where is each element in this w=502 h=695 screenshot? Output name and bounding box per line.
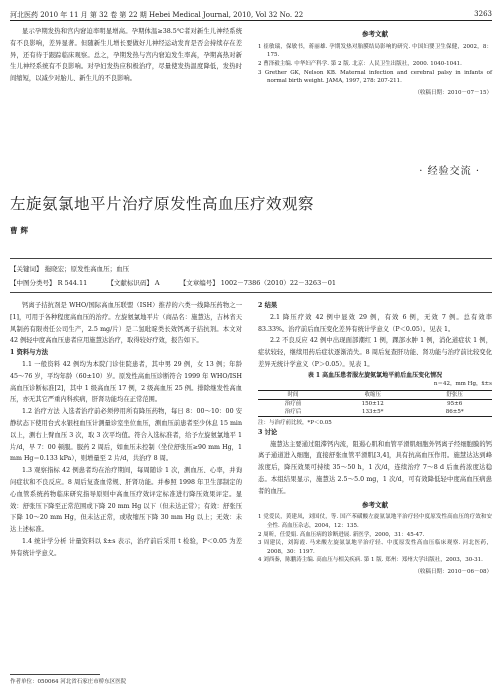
table-header-cell: 时间 bbox=[287, 391, 299, 398]
intro-paragraph: 钙离子拮抗剂是 WHO/国际高血压联盟（ISH）推荐的六类一线降压药物之一[1]，可用于各种程度高血压的治疗。左旋氨氯地平片（商品名：施慧达，吉林省天风制药有限责任公司生产，2.5 mg/片）是二氢吡啶类长效钙离子拮抗剂。本文对 42 例轻中度高血压患者应用施慧达治疗，取得较好疗效，报告如下。 bbox=[10, 302, 242, 345]
running-header bbox=[10, 8, 492, 20]
prev-article-paragraph: 显示孕期发热和宫内窘迫率明显增高。孕期体温≥38.5℃者对新生儿神经系统有不良影响，差异显著。但随新生儿增长要做好儿神经运动发育是否会持续存在差异，还有待于跟踪临床观察。总之，孕期发热与宫内窘迫发生率高，孕期高热对新生儿神经系统有不良影响。对孕妇发热应积极治疗，尽量使发热温度降低，发热时间缩短，以减少对胎儿、新生儿的不良影响。 bbox=[10, 28, 242, 83]
received-date: （收稿日期：2010－07－15） bbox=[414, 89, 492, 96]
table-cell: 95±6 bbox=[447, 400, 463, 407]
reference-list bbox=[258, 513, 492, 565]
references-heading: 参考文献 bbox=[362, 30, 388, 38]
treatment-paragraph: 1.2 治疗方法 入选者治疗前必须停用所有降压药物，每日 8：00～10：00 安静状态下使用台式水银柱血压计测量诊室坐位血压，测血压前患者至少休息 15 min 以上，测右上臂血压 3 次，取 3 次平均值。符合入选标准者，给予左旋氨氯地平 1 片/d，早 7：00 顿服。服药 2 周后，如血压未控制（坐位舒张压≥90 mm Hg，1 mm Hg＝0.133 kPa），则增量至 2 片/d，共治疗 8 周。 bbox=[10, 408, 242, 463]
page-number: 3263 bbox=[474, 10, 492, 18]
general-data-paragraph: 1.1 一般资料 42 例均为本院门诊住院患者，其中男 29 例，女 13 例；年龄 45～76 岁，平均年龄（60±10）岁。原发性高血压诊断符合 1999 年 WHO/ISH 高血压诊断标准[2]，其中 1 级高血压 17 例，2 级高血压 25 例。排除继发性高血压，亦无其它严重内科疾病，肝肾功能均在正常范围。 bbox=[10, 360, 242, 404]
reference-item: 1 崔敏瑞，保敏书，蒋丽雄. 孕期发热对胎膜结局影响的研究. 中国妇婴卫生保健，2002，8：175. bbox=[258, 43, 492, 59]
table-header-cell: 收缩压 bbox=[364, 391, 381, 398]
adverse-reactions-paragraph: 2.2 不良反应 42 例中出现面部潮红 1 例，踝部水肿 1 例，消化道症状 1 例，症状较轻，继续用药后症状逐渐消失。8 周后复查肝功能、肾功能与治疗前比较变化差异无统计学意义（P＞0.05）。见表 1。 bbox=[258, 337, 492, 368]
article-right-column bbox=[258, 300, 492, 579]
section-tag: · 经验交流 · bbox=[419, 166, 480, 177]
table-cell: 133±5* bbox=[362, 408, 384, 415]
author-name: 曹辉 bbox=[10, 226, 31, 235]
article-number: 【文章编号】 1002－7386（2010）22－3263－01 bbox=[179, 279, 336, 287]
footer-rule bbox=[10, 674, 100, 675]
keywords-bottom-rule bbox=[10, 292, 492, 293]
document-code: 【文献标识码】 A bbox=[107, 279, 160, 287]
article-title: 左旋氨氯地平片治疗原发性高血压疗效观察 bbox=[10, 195, 315, 213]
keywords: 【关键词】 拖晓宏；原发性高血压；血压 bbox=[10, 265, 130, 273]
keywords-top-rule bbox=[10, 258, 492, 259]
table-row bbox=[258, 408, 492, 417]
reference-item: 3 周建民，刘海霞. 马来酸左旋氨氯地平治疗轻、中度原发性高血压临床观察. 河北医药，2008，30：1197. bbox=[258, 540, 492, 555]
table-cell: 86±5* bbox=[445, 408, 464, 415]
table-header-cell: 舒张压 bbox=[446, 391, 463, 398]
classification-line bbox=[10, 278, 354, 287]
reference-item: 2 曹泽毅主编. 中华妇产科学. 第 2 版. 北京：人民卫生出版社，2000. 1040-1041. bbox=[258, 60, 462, 67]
references-heading: 参考文献 bbox=[362, 500, 388, 509]
article-left-column bbox=[10, 300, 242, 560]
table-cell: 150±12 bbox=[361, 400, 384, 407]
table-header-row bbox=[258, 390, 492, 399]
discussion-paragraph: 施慧达主要通过阻滞钙内流，阻遏心肌和血管平滑肌细胞外钙离子经细胞膜的钙离子通道进入细胞，直接舒张血管平滑肌[3,4]，具有抗高血压作用。施慧达达到峰浓度后，降压效果可持续 35～50 h，1 次/d，连续治疗 7～8 d 后血药浓度达稳态。本组结果显示，施慧达 2.5～5.0 mg，1 次/d，可有效降低轻中度高血压病患者的血压。 bbox=[258, 440, 492, 495]
reference-list bbox=[258, 43, 492, 86]
author-affiliation: 作者单位：050064 河北省石家庄市桥东区医院 bbox=[10, 679, 127, 685]
header-rule bbox=[10, 20, 492, 21]
table-cell: 治疗后 bbox=[284, 408, 302, 415]
section-heading: 2 结果 bbox=[258, 302, 278, 309]
received-date: （收稿日期：2010－06－08） bbox=[414, 568, 492, 575]
prev-article-body bbox=[10, 26, 242, 85]
efficacy-paragraph: 2.1 降压疗效 42 例中显效 29 例，有效 6 例，无效 7 例。总有效率 83.33%。治疗前后血压变化差异有统计学意义（P＜0.05）。见表 1。 bbox=[258, 313, 492, 333]
table-note: 注：与治疗前比较，*P＜0.05 bbox=[258, 419, 332, 426]
indicators-paragraph: 1.3 观察指标 42 例患者均在治疗期间，每周随诊 1 次，测血压、心率，并询问症状和不良反应。8 周后复查血常规、肝肾功能。并参照 1998 年卫生部制定的心血管系统药物临床研究指导原则中高血压疗效评定标准进行降压效果评定。显效：舒张压下降至正常范围或下降 20 mm Hg 以下（但未达正常）；有效：舒张压下降 10～20 mm Hg，但未达正常，或收缩压下降 30 mm Hg 以上；无效：未达上述标准。 bbox=[10, 467, 242, 534]
reference-item: 1 党爱民，黄建凤，刘国仗，等. 国产苯磺酸左旋氨氯地平治疗轻中度原发性高血压的疗效和安全性. 高血压杂志，2004，12：135. bbox=[258, 514, 492, 529]
reference-item: 4 刘西秦，陈鹏涛主编. 高血压与相关疾病. 第 1 版. 郑州：郑州大学出版社，2003，30-31. bbox=[258, 557, 483, 564]
clc-number: 【中图分类号】 R 544.11 bbox=[10, 279, 88, 287]
table-row bbox=[258, 399, 492, 408]
section-heading: 3 讨论 bbox=[258, 428, 278, 436]
table-unit: n＝42，mm Hg，x̄±s bbox=[433, 380, 492, 387]
reference-item: 2 周昕，任爱娟. 高血压病的诊断进展. 新医学，2000，31：45-47. bbox=[258, 531, 425, 538]
prev-article-references bbox=[258, 27, 492, 100]
statistics-paragraph: 1.4 统计学分析 计量资料以 x̄±s 表示，治疗前后采用 t 检验，P＜0.05 为差异有统计学意义。 bbox=[10, 537, 242, 557]
journal-citation: 河北医药 2010 年 11 月 第 32 卷 第 22 期 Hebei Medical Journal, 2010, Vol 32 No. 22 bbox=[10, 11, 304, 19]
section-heading: 1 资料与方法 bbox=[10, 349, 49, 357]
table-cell: 治疗前 bbox=[284, 400, 302, 407]
blood-pressure-table bbox=[258, 390, 492, 417]
table-title: 表 1 高血压患者服左旋氨氯地平前后血压变化情况 bbox=[307, 371, 443, 379]
reference-item: 3 Grether GK, Nelson KB. Maternal infection and cerebral palsy in infants of normal birth weight. JAMA, 1997, 278: 207-211. bbox=[258, 69, 492, 85]
